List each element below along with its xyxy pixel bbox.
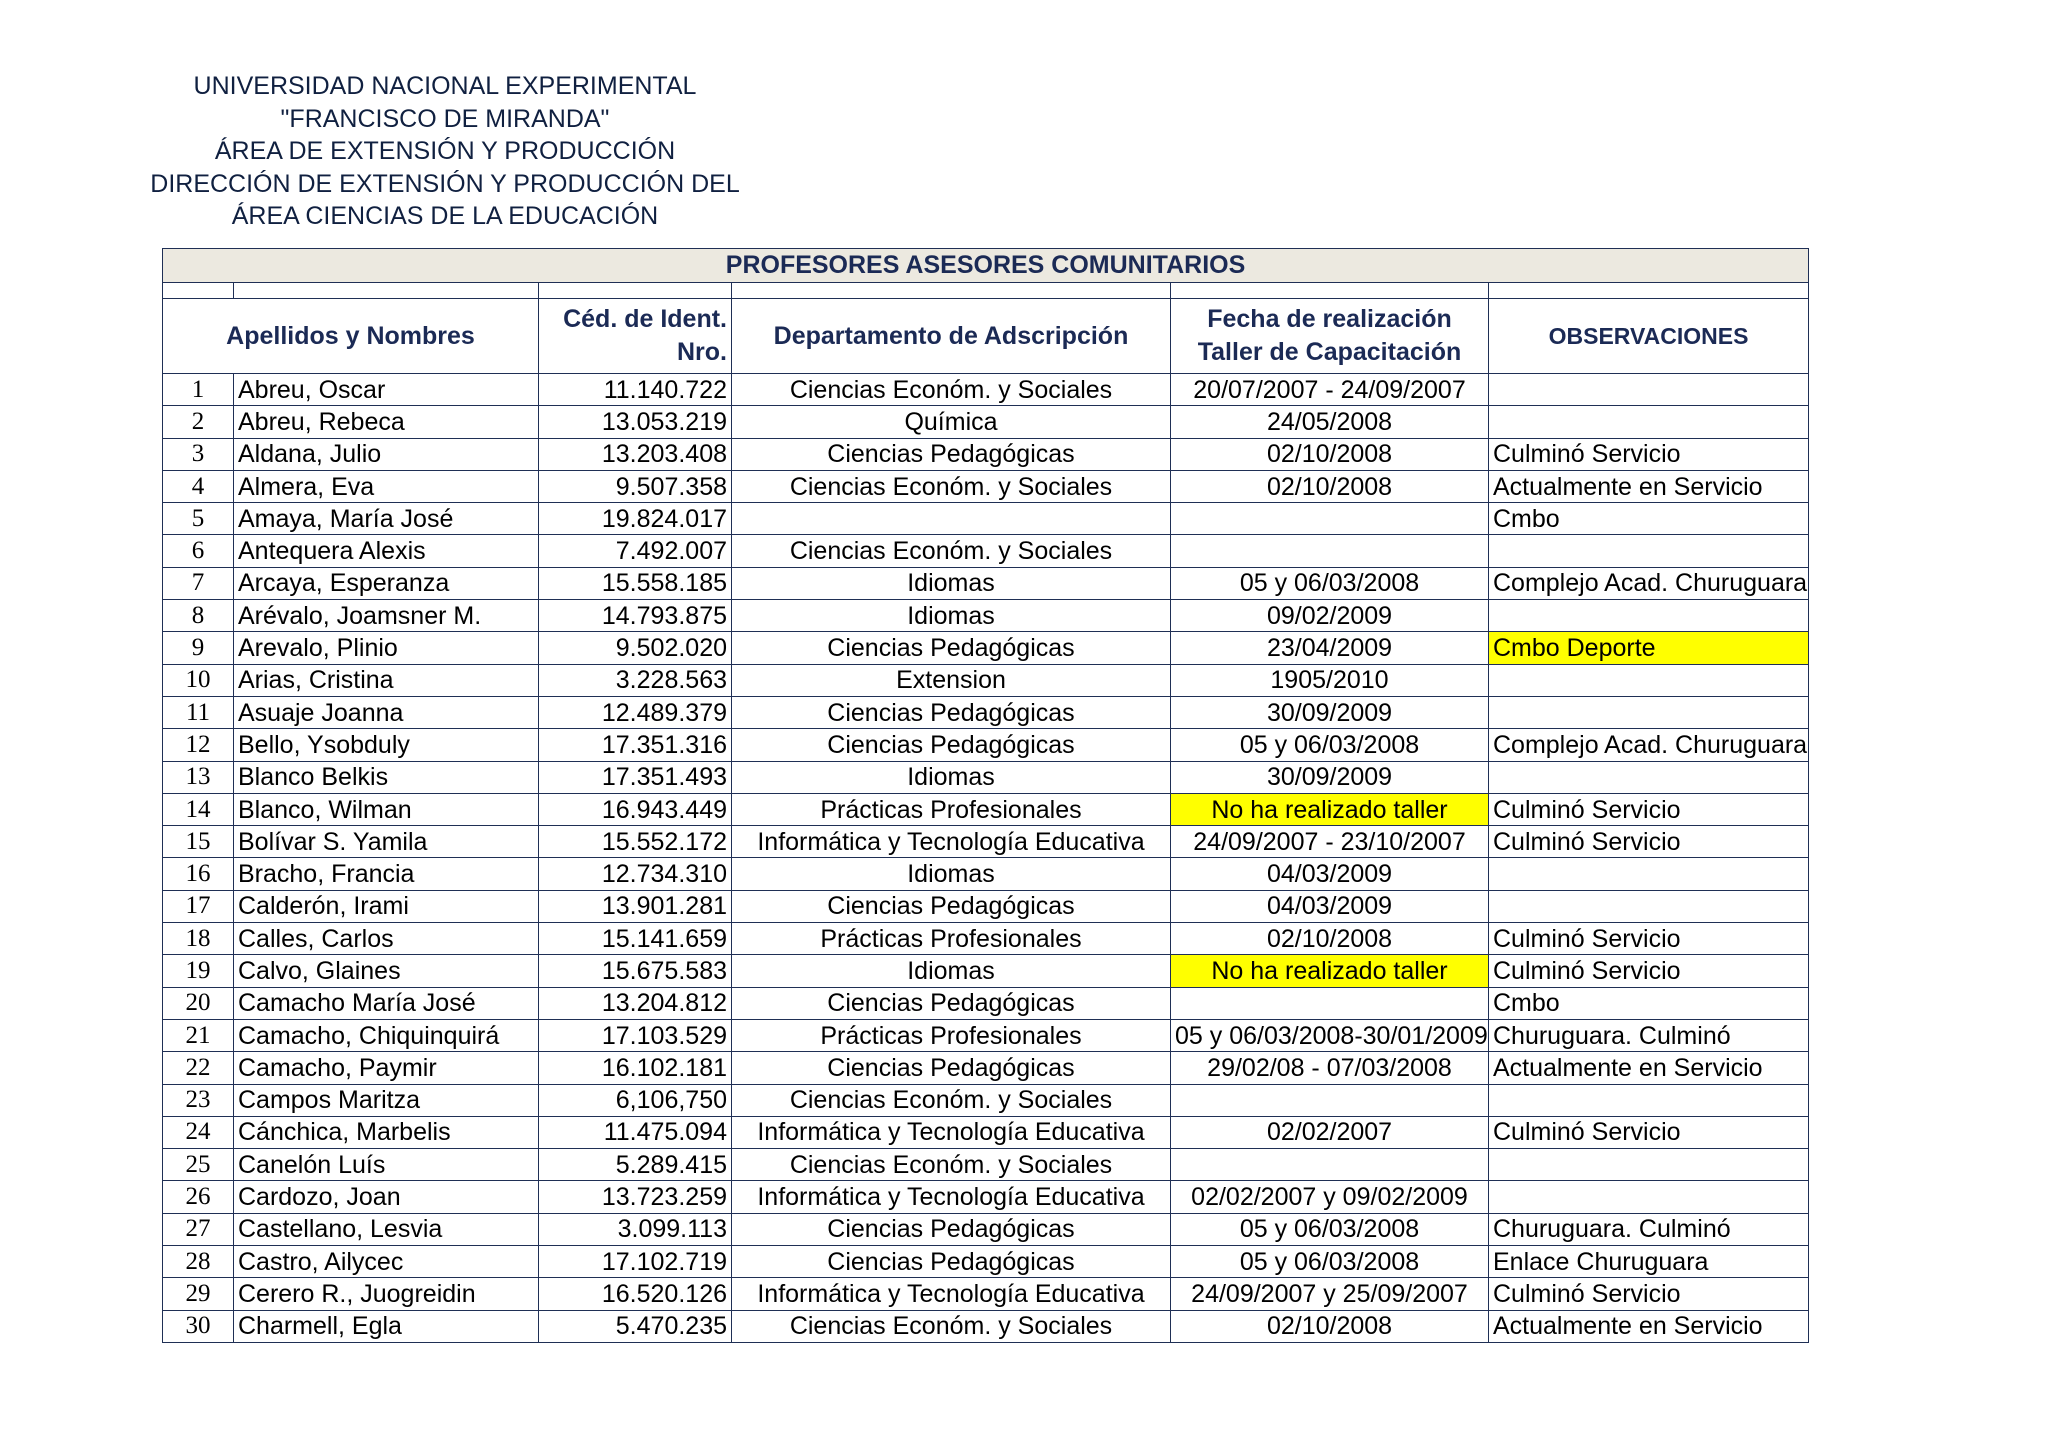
id-number-cell: 15.141.659 (539, 923, 732, 955)
row-number-cell: 9 (163, 632, 234, 664)
observation-cell: Culminó Servicio (1489, 923, 1809, 955)
observation-cell: Cmbo Deporte (1489, 632, 1809, 664)
observation-cell (1489, 890, 1809, 922)
professor-name-cell: Aldana, Julio (234, 438, 539, 470)
professor-name-cell: Charmell, Egla (234, 1310, 539, 1342)
table-row (163, 923, 1809, 955)
department-cell: Extension (732, 664, 1171, 696)
professor-name-cell: Blanco, Wilman (234, 793, 539, 825)
observation-cell (1489, 761, 1809, 793)
header-line-name: "FRANCISCO DE MIRANDA" (280, 104, 610, 133)
department-cell: Informática y Tecnología Educativa (732, 1278, 1171, 1310)
department-cell: Idiomas (732, 567, 1171, 599)
id-number-cell: 19.824.017 (539, 503, 732, 535)
table-row (163, 567, 1809, 599)
training-date-cell: 20/07/2007 - 24/09/2007 (1171, 374, 1489, 406)
row-number-cell: 15 (163, 826, 234, 858)
id-number-cell: 13.053.219 (539, 406, 732, 438)
row-number-cell: 19 (163, 955, 234, 987)
professor-name-cell: Amaya, María José (234, 503, 539, 535)
row-number-cell: 2 (163, 406, 234, 438)
row-number-cell: 14 (163, 793, 234, 825)
column-header-id-line2: Nro. (677, 338, 727, 366)
id-number-cell: 17.351.316 (539, 729, 732, 761)
training-date-cell (1171, 1084, 1489, 1116)
observation-cell: Culminó Servicio (1489, 793, 1809, 825)
department-cell: Ciencias Pedagógicas (732, 729, 1171, 761)
professor-name-cell: Calderón, Irami (234, 890, 539, 922)
professor-name-cell: Abreu, Rebeca (234, 406, 539, 438)
professor-name-cell: Cánchica, Marbelis (234, 1116, 539, 1148)
observation-cell: Actualmente en Servicio (1489, 470, 1809, 502)
professor-name-cell: Arias, Cristina (234, 664, 539, 696)
department-cell: Prácticas Profesionales (732, 923, 1171, 955)
observation-cell (1489, 600, 1809, 632)
professor-name-cell: Arevalo, Plinio (234, 632, 539, 664)
id-number-cell: 5.289.415 (539, 1149, 732, 1181)
training-date-cell: 24/05/2008 (1171, 406, 1489, 438)
id-number-cell: 17.102.719 (539, 1246, 732, 1278)
observation-cell: Culminó Servicio (1489, 1278, 1809, 1310)
professor-name-cell: Arcaya, Esperanza (234, 567, 539, 599)
table-row (163, 826, 1809, 858)
department-cell: Ciencias Económ. y Sociales (732, 1149, 1171, 1181)
training-date-cell: 24/09/2007 - 23/10/2007 (1171, 826, 1489, 858)
observation-cell: Enlace Churuguara (1489, 1246, 1809, 1278)
department-cell: Idiomas (732, 600, 1171, 632)
professor-name-cell: Canelón Luís (234, 1149, 539, 1181)
column-header-date-line2: Taller de Capacitación (1197, 338, 1462, 366)
table-row (163, 438, 1809, 470)
table-title: PROFESORES ASESORES COMUNITARIOS (163, 249, 1809, 283)
professor-name-cell: Almera, Eva (234, 470, 539, 502)
training-date-cell: 02/10/2008 (1171, 923, 1489, 955)
professors-table (162, 248, 1809, 1343)
observation-cell (1489, 858, 1809, 890)
table-row (163, 374, 1809, 406)
id-number-cell: 3.228.563 (539, 664, 732, 696)
department-cell: Ciencias Pedagógicas (732, 632, 1171, 664)
table-row (163, 1181, 1809, 1213)
row-number-cell: 30 (163, 1310, 234, 1342)
department-cell: Ciencias Pedagógicas (732, 1246, 1171, 1278)
column-header-dept: Departamento de Adscripción (732, 299, 1171, 374)
training-date-cell: 02/02/2007 (1171, 1116, 1489, 1148)
observation-cell (1489, 1084, 1809, 1116)
professor-name-cell: Campos Maritza (234, 1084, 539, 1116)
observation-cell (1489, 406, 1809, 438)
professor-name-cell: Bolívar S. Yamila (234, 826, 539, 858)
column-header-observations: OBSERVACIONES (1489, 299, 1809, 374)
id-number-cell: 13.204.812 (539, 987, 732, 1019)
professor-name-cell: Calvo, Glaines (234, 955, 539, 987)
row-number-cell: 16 (163, 858, 234, 890)
table-row (163, 1116, 1809, 1148)
table-row (163, 600, 1809, 632)
training-date-cell: 30/09/2009 (1171, 761, 1489, 793)
table-row (163, 1149, 1809, 1181)
table-row (163, 535, 1809, 567)
professor-name-cell: Abreu, Oscar (234, 374, 539, 406)
column-header-name: Apellidos y Nombres (163, 299, 539, 374)
table-row (163, 1213, 1809, 1245)
department-cell: Ciencias Económ. y Sociales (732, 535, 1171, 567)
professor-name-cell: Cerero R., Juogreidin (234, 1278, 539, 1310)
column-header-id (539, 299, 732, 374)
observation-cell: Cmbo (1489, 503, 1809, 535)
department-cell: Informática y Tecnología Educativa (732, 1181, 1171, 1213)
table-row (163, 987, 1809, 1019)
observation-cell (1489, 696, 1809, 728)
department-cell: Informática y Tecnología Educativa (732, 1116, 1171, 1148)
training-date-cell: 05 y 06/03/2008 (1171, 729, 1489, 761)
id-number-cell: 13.901.281 (539, 890, 732, 922)
training-date-cell (1171, 1149, 1489, 1181)
table-row (163, 632, 1809, 664)
table-row (163, 1019, 1809, 1051)
table-row (163, 890, 1809, 922)
table-row (163, 1084, 1809, 1116)
row-number-cell: 12 (163, 729, 234, 761)
training-date-cell: 1905/2010 (1171, 664, 1489, 696)
table-row (163, 664, 1809, 696)
observation-cell: Complejo Acad. Churuguara (1489, 729, 1809, 761)
department-cell: Ciencias Pedagógicas (732, 1052, 1171, 1084)
id-number-cell: 3.099.113 (539, 1213, 732, 1245)
row-number-cell: 20 (163, 987, 234, 1019)
row-number-cell: 27 (163, 1213, 234, 1245)
department-cell: Ciencias Económ. y Sociales (732, 470, 1171, 502)
professor-name-cell: Calles, Carlos (234, 923, 539, 955)
row-number-cell: 22 (163, 1052, 234, 1084)
id-number-cell: 9.502.020 (539, 632, 732, 664)
department-cell: Ciencias Pedagógicas (732, 1213, 1171, 1245)
header-line-university: UNIVERSIDAD NACIONAL EXPERIMENTAL (193, 72, 697, 100)
training-date-cell: 04/03/2009 (1171, 858, 1489, 890)
table-row (163, 1052, 1809, 1084)
row-number-cell: 29 (163, 1278, 234, 1310)
department-cell: Química (732, 406, 1171, 438)
observation-cell: Culminó Servicio (1489, 1116, 1809, 1148)
column-header-date (1171, 299, 1489, 374)
training-date-cell: 02/02/2007 y 09/02/2009 (1171, 1181, 1489, 1213)
id-number-cell: 14.793.875 (539, 600, 732, 632)
id-number-cell: 7.492.007 (539, 535, 732, 567)
department-cell: Ciencias Pedagógicas (732, 987, 1171, 1019)
department-cell: Idiomas (732, 858, 1171, 890)
department-cell: Ciencias Económ. y Sociales (732, 1310, 1171, 1342)
department-cell: Idiomas (732, 761, 1171, 793)
training-date-cell: 02/10/2008 (1171, 438, 1489, 470)
table-row (163, 793, 1809, 825)
observation-cell (1489, 664, 1809, 696)
row-number-cell: 17 (163, 890, 234, 922)
header-line-area: ÁREA DE EXTENSIÓN Y PRODUCCIÓN (214, 137, 676, 165)
training-date-cell (1171, 503, 1489, 535)
training-date-cell: 05 y 06/03/2008 (1171, 1246, 1489, 1278)
row-number-cell: 7 (163, 567, 234, 599)
professor-name-cell: Antequera Alexis (234, 535, 539, 567)
department-cell: Ciencias Económ. y Sociales (732, 374, 1171, 406)
training-date-cell: 05 y 06/03/2008-30/01/2009 (1171, 1019, 1489, 1051)
table-row (163, 696, 1809, 728)
department-cell: Ciencias Pedagógicas (732, 438, 1171, 470)
id-number-cell: 17.351.493 (539, 761, 732, 793)
id-number-cell: 12.734.310 (539, 858, 732, 890)
row-number-cell: 8 (163, 600, 234, 632)
observation-cell: Culminó Servicio (1489, 826, 1809, 858)
observation-cell: Churuguara. Culminó (1489, 1019, 1809, 1051)
observation-cell: Culminó Servicio (1489, 438, 1809, 470)
row-number-cell: 23 (163, 1084, 234, 1116)
training-date-cell: No ha realizado taller (1171, 955, 1489, 987)
column-header-id-line1: Céd. de Ident. (563, 305, 727, 333)
table-row (163, 729, 1809, 761)
professor-name-cell: Arévalo, Joamsner M. (234, 600, 539, 632)
observation-cell: Cmbo (1489, 987, 1809, 1019)
id-number-cell: 13.723.259 (539, 1181, 732, 1213)
professor-name-cell: Blanco Belkis (234, 761, 539, 793)
row-number-cell: 25 (163, 1149, 234, 1181)
id-number-cell: 11.140.722 (539, 374, 732, 406)
observation-cell (1489, 1181, 1809, 1213)
column-header-date-line1: Fecha de realización (1207, 305, 1452, 333)
table-row (163, 858, 1809, 890)
observation-cell: Culminó Servicio (1489, 955, 1809, 987)
id-number-cell: 12.489.379 (539, 696, 732, 728)
training-date-cell: 05 y 06/03/2008 (1171, 1213, 1489, 1245)
row-number-cell: 5 (163, 503, 234, 535)
training-date-cell: 23/04/2009 (1171, 632, 1489, 664)
professor-name-cell: Camacho, Paymir (234, 1052, 539, 1084)
table-row (163, 470, 1809, 502)
department-cell (732, 503, 1171, 535)
table-row (163, 406, 1809, 438)
id-number-cell: 17.103.529 (539, 1019, 732, 1051)
training-date-cell: 30/09/2009 (1171, 696, 1489, 728)
department-cell: Ciencias Económ. y Sociales (732, 1084, 1171, 1116)
professor-name-cell: Castellano, Lesvia (234, 1213, 539, 1245)
id-number-cell: 16.102.181 (539, 1052, 732, 1084)
table-row (163, 503, 1809, 535)
id-number-cell: 5.470.235 (539, 1310, 732, 1342)
id-number-cell: 13.203.408 (539, 438, 732, 470)
department-cell: Idiomas (732, 955, 1171, 987)
professor-name-cell: Bello, Ysobduly (234, 729, 539, 761)
spacer-row (163, 283, 1809, 299)
professor-name-cell: Cardozo, Joan (234, 1181, 539, 1213)
id-number-cell: 15.552.172 (539, 826, 732, 858)
observation-cell (1489, 1149, 1809, 1181)
professor-name-cell: Camacho María José (234, 987, 539, 1019)
department-cell: Prácticas Profesionales (732, 793, 1171, 825)
observation-cell: Actualmente en Servicio (1489, 1052, 1809, 1084)
row-number-cell: 24 (163, 1116, 234, 1148)
row-number-cell: 4 (163, 470, 234, 502)
row-number-cell: 26 (163, 1181, 234, 1213)
training-date-cell: 02/10/2008 (1171, 470, 1489, 502)
table-row (163, 1278, 1809, 1310)
id-number-cell: 15.675.583 (539, 955, 732, 987)
row-number-cell: 3 (163, 438, 234, 470)
professor-name-cell: Asuaje Joanna (234, 696, 539, 728)
training-date-cell: 02/10/2008 (1171, 1310, 1489, 1342)
training-date-cell: 04/03/2009 (1171, 890, 1489, 922)
table-row (163, 1246, 1809, 1278)
id-number-cell: 11.475.094 (539, 1116, 732, 1148)
professor-name-cell: Camacho, Chiquinquirá (234, 1019, 539, 1051)
training-date-cell (1171, 535, 1489, 567)
observation-cell (1489, 374, 1809, 406)
id-number-cell: 6,106,750 (539, 1084, 732, 1116)
header-line-education: ÁREA CIENCIAS DE LA EDUCACIÓN (231, 202, 659, 230)
training-date-cell (1171, 987, 1489, 1019)
training-date-cell: 29/02/08 - 07/03/2008 (1171, 1052, 1489, 1084)
row-number-cell: 11 (163, 696, 234, 728)
training-date-cell: 09/02/2009 (1171, 600, 1489, 632)
professor-name-cell: Bracho, Francia (234, 858, 539, 890)
training-date-cell: 05 y 06/03/2008 (1171, 567, 1489, 599)
department-cell: Informática y Tecnología Educativa (732, 826, 1171, 858)
observation-cell: Complejo Acad. Churuguara (1489, 567, 1809, 599)
column-header-row (163, 299, 1809, 374)
row-number-cell: 6 (163, 535, 234, 567)
row-number-cell: 1 (163, 374, 234, 406)
row-number-cell: 13 (163, 761, 234, 793)
id-number-cell: 15.558.185 (539, 567, 732, 599)
id-number-cell: 16.520.126 (539, 1278, 732, 1310)
id-number-cell: 16.943.449 (539, 793, 732, 825)
row-number-cell: 28 (163, 1246, 234, 1278)
table-row (163, 955, 1809, 987)
observation-cell: Actualmente en Servicio (1489, 1310, 1809, 1342)
department-cell: Ciencias Pedagógicas (732, 890, 1171, 922)
row-number-cell: 21 (163, 1019, 234, 1051)
training-date-cell: No ha realizado taller (1171, 793, 1489, 825)
department-cell: Prácticas Profesionales (732, 1019, 1171, 1051)
row-number-cell: 10 (163, 664, 234, 696)
row-number-cell: 18 (163, 923, 234, 955)
observation-cell: Churuguara. Culminó (1489, 1213, 1809, 1245)
observation-cell (1489, 535, 1809, 567)
id-number-cell: 9.507.358 (539, 470, 732, 502)
document-header (150, 70, 740, 240)
table-body (163, 374, 1809, 1343)
training-date-cell: 24/09/2007 y 25/09/2007 (1171, 1278, 1489, 1310)
professor-name-cell: Castro, Ailycec (234, 1246, 539, 1278)
header-line-direction: DIRECCIÓN DE EXTENSIÓN Y PRODUCCIÓN DEL (150, 169, 740, 198)
table-row (163, 761, 1809, 793)
department-cell: Ciencias Pedagógicas (732, 696, 1171, 728)
table-row (163, 1310, 1809, 1342)
